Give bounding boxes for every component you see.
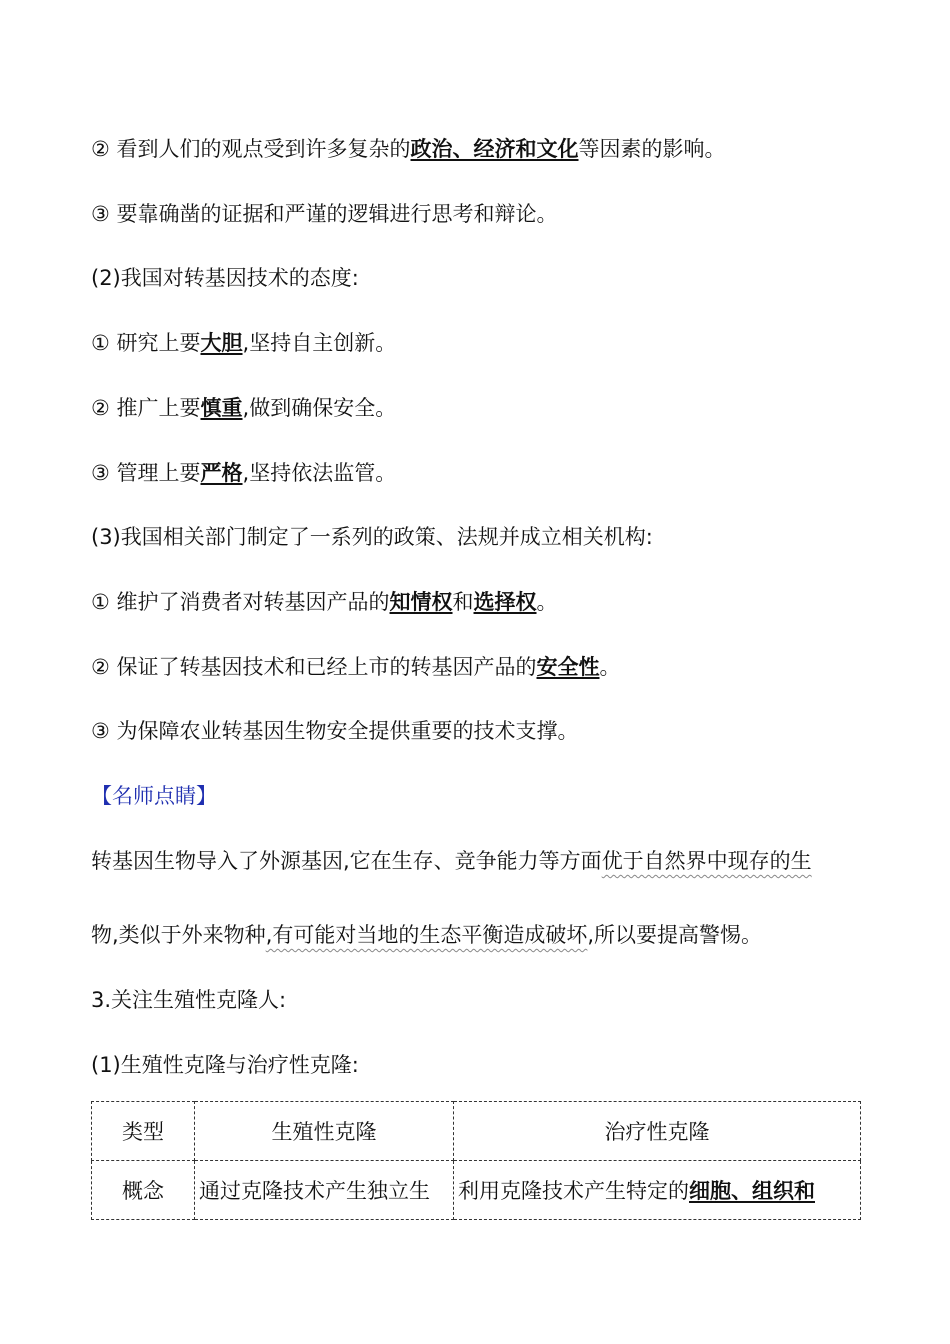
list-item <box>91 328 866 358</box>
item-text: ② 保证了转基因技术和已经上市的转基因产品的 <box>91 655 537 679</box>
tip-text: 物,类似于外来物种 <box>91 923 266 947</box>
item-text: ,做到确保安全。 <box>242 396 397 420</box>
list-item <box>91 587 866 617</box>
table-cell <box>454 1161 861 1220</box>
key-term: 安全性 <box>536 655 600 679</box>
list-item <box>91 652 866 682</box>
list-item: ③ 要靠确凿的证据和严谨的逻辑进行思考和辩论。 <box>91 202 558 226</box>
table-cell: 通过克隆技术产生独立生 <box>195 1161 454 1220</box>
key-term: 严格 <box>200 461 243 485</box>
list-item: ③ 为保障农业转基因生物安全提供重要的技术支撑。 <box>91 719 579 743</box>
tip-text: 转基因生物导入了外源基因,它在生存、竞争能力等方面 <box>91 849 602 873</box>
section-heading: 3.关注生殖性克隆人: <box>91 988 287 1012</box>
table-row-label: 概念 <box>92 1161 195 1220</box>
item-text: 和 <box>452 590 474 614</box>
tip-heading: 【名师点睛】 <box>91 784 217 808</box>
item-text: ② 推广上要 <box>91 396 201 420</box>
key-term: 政治、经济和文化 <box>410 137 579 161</box>
tip-text: ,所以要提高警惕。 <box>587 923 763 947</box>
item-text: 。 <box>536 590 558 614</box>
item-text: 等因素的影响。 <box>578 137 726 161</box>
key-term: 选择权 <box>473 590 537 614</box>
table-header-cell: 治疗性克隆 <box>454 1102 861 1161</box>
emphasized-text: 优于自然界中现存的生 <box>601 849 812 873</box>
cloning-comparison-table <box>91 1101 861 1220</box>
table-row <box>92 1161 861 1220</box>
subsection-heading: (2)我国对转基因技术的态度: <box>91 266 359 290</box>
list-item <box>91 458 866 488</box>
subsection-heading: (3)我国相关部门制定了一系列的政策、法规并成立相关机构: <box>91 525 653 549</box>
table-header-cell: 生殖性克隆 <box>195 1102 454 1161</box>
key-term: 大胆 <box>200 331 243 355</box>
tip-paragraph-line <box>91 846 866 876</box>
key-term: 知情权 <box>389 590 453 614</box>
item-text: 。 <box>599 655 621 679</box>
table-header-row <box>92 1102 861 1161</box>
item-text: ② 看到人们的观点受到许多复杂的 <box>91 137 411 161</box>
key-term: 细胞、组织和 <box>689 1179 815 1203</box>
table-header-cell: 类型 <box>92 1102 195 1161</box>
key-term: 慎重 <box>200 396 243 420</box>
subsection-heading: (1)生殖性克隆与治疗性克隆: <box>91 1053 359 1077</box>
item-text: ,坚持自主创新。 <box>242 331 397 355</box>
emphasized-text: ,有可能对当地的生态平衡造成破坏 <box>265 923 588 947</box>
item-text: ① 维护了消费者对转基因产品的 <box>91 590 390 614</box>
item-text: ③ 管理上要 <box>91 461 201 485</box>
item-text: ① 研究上要 <box>91 331 201 355</box>
list-item <box>91 134 866 164</box>
list-item <box>91 393 866 423</box>
tip-paragraph-line <box>91 920 866 950</box>
cell-text: 利用克隆技术产生特定的 <box>458 1179 689 1203</box>
item-text: ,坚持依法监管。 <box>242 461 397 485</box>
